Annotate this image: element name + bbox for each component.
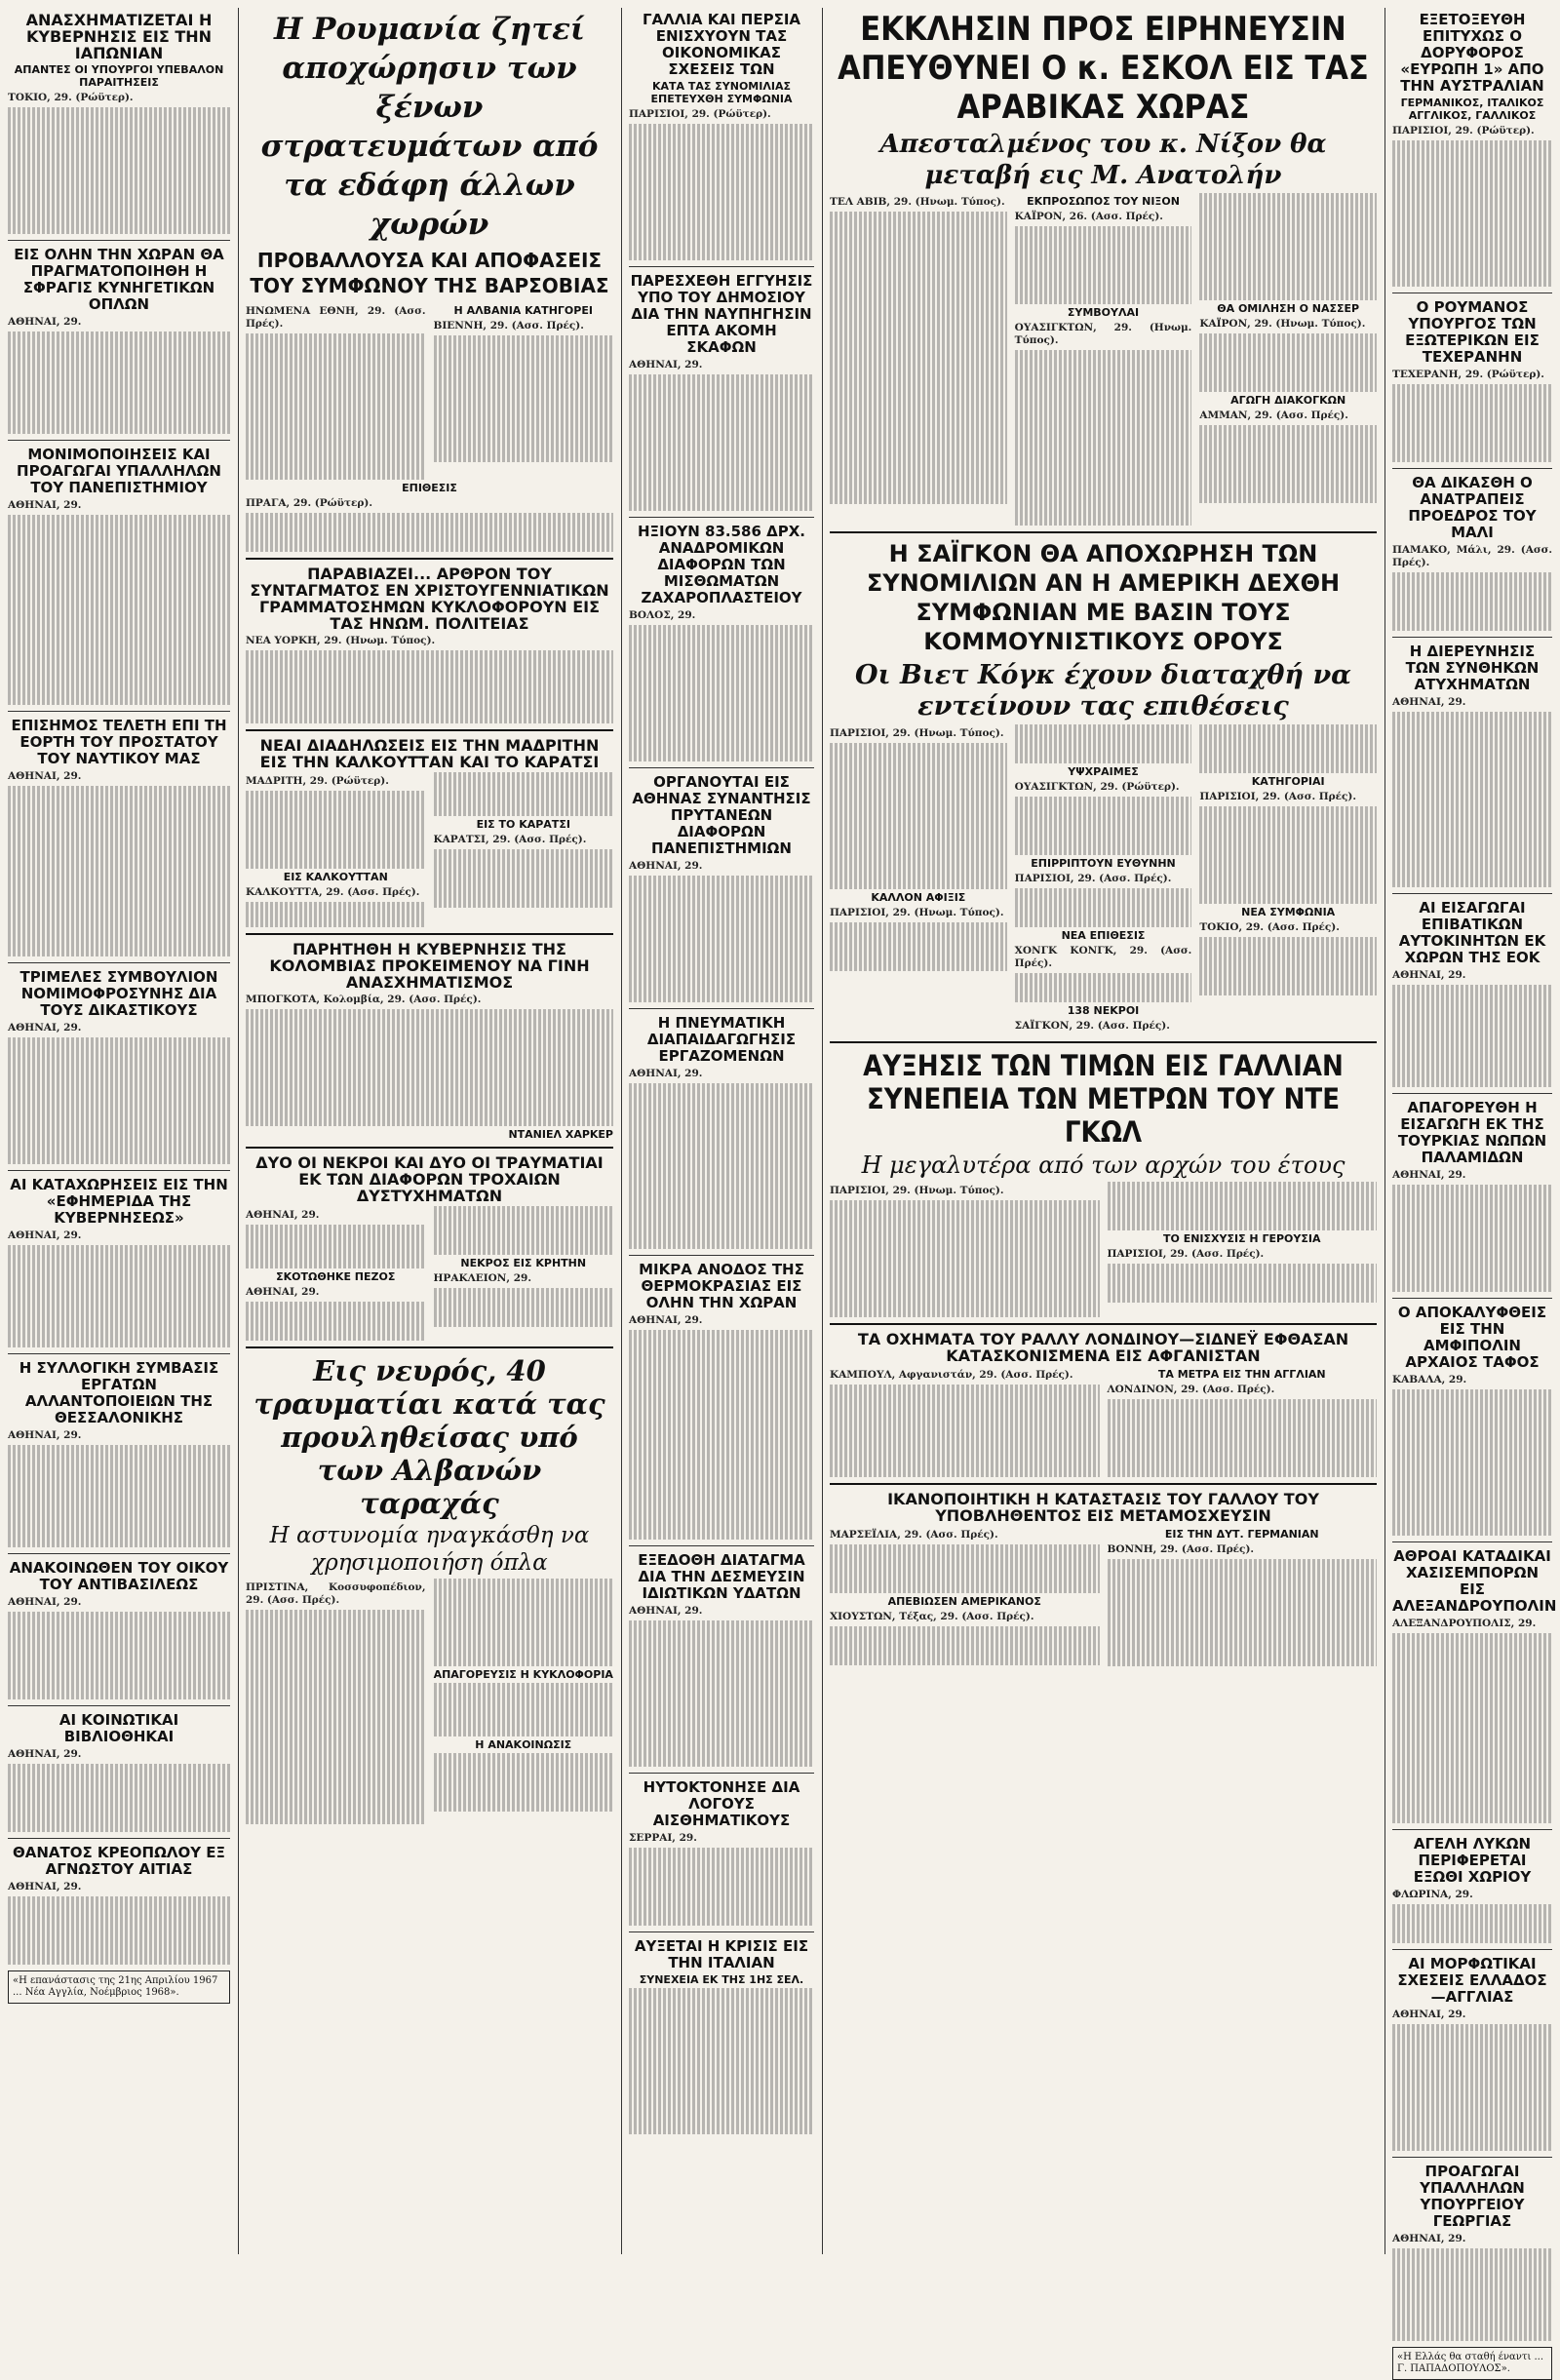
headline: ΑΓΕΛΗ ΛΥΚΩΝ ΠΕΡΙΦΕΡΕΤΑΙ ΕΞΩΘΙ ΧΩΡΙΟΥ	[1413, 1835, 1532, 1886]
article-dateline: ΦΛΩΡΙΝΑ, 29.	[1392, 1889, 1473, 1900]
article-dateline: ΟΥΑΣΙΓΚΤΩΝ, 29. (Ρώϋτερ).	[1014, 781, 1180, 793]
headline: ΠΑΡΗΤΗΘΗ Η ΚΥΒΕΡΝΗΣΙΣ ΤΗΣ ΚΟΛΟΜΒΙΑΣ ΠΡΟΚΕΙΜΕΝΟΥ ΝΑ ΓΙΝΗ ΑΝΑΣΧΗΜΑΤΙΣΜΟΣ	[269, 940, 590, 992]
article-body	[1199, 806, 1377, 904]
column-3	[629, 8, 814, 2134]
article-body	[1392, 2024, 1552, 2151]
article-body	[246, 791, 426, 869]
headline: ΑΥΞΗΣΙΣ ΤΩΝ ΤΙΜΩΝ ΕΙΣ ΓΑΛΛΙΑΝ ΣΥΝΕΠΕΙΑ ΤΩΝ ΜΕΤΡΩΝ ΤΟΥ ΝΤΕ ΓΚΩΛ	[863, 1049, 1344, 1149]
article-dateline: ΤΕΧΕΡΑΝΗ, 29. (Ρώϋτερ).	[1392, 369, 1544, 380]
article-body	[246, 333, 426, 480]
article-dateline: ΜΑΡΣΕΪΛΙΑ, 29. (Ασσ. Πρές).	[830, 1529, 998, 1541]
article-body	[8, 332, 230, 434]
lead-subheadline: ΠΡΟΒΑΛΛΟΥΣΑ ΚΑΙ ΑΠΟΦΑΣΕΙΣ ΤΟΥ ΣΥΜΦΩΝΟΥ ΤΗΣ ΒΑΡΣΟΒΙΑΣ	[250, 249, 609, 297]
article-body	[1015, 350, 1192, 526]
section-label: ΕΠΙΡΡΙΠΤΟΥΝ ΕΥΘΥΝΗΝ	[1031, 857, 1176, 870]
article-dateline: ΑΘΗΝΑΙ, 29.	[629, 359, 703, 371]
section-label: ΕΠΙΘΕΣΙΣ	[402, 482, 457, 494]
headline: ΑΙ ΕΙΣΑΓΩΓΑΙ ΕΠΙΒΑΤΙΚΩΝ ΑΥΤΟΚΙΝΗΤΩΝ ΕΚ ΧΩΡΩΝ ΤΗΣ ΕΟΚ	[1398, 899, 1546, 966]
section-label: ΑΠΑΓΟΡΕΥΣΙΣ Η ΚΥΚΛΟΦΟΡΙΑ	[433, 1668, 613, 1681]
article-body	[1392, 1633, 1552, 1823]
article-body	[1392, 2248, 1552, 2341]
article-body	[8, 1896, 230, 1965]
section-label: ΑΓΩΓΗ ΔΙΑΚΟΓΚΩΝ	[1230, 394, 1346, 407]
article-body	[830, 1544, 1100, 1593]
article-body	[1015, 226, 1192, 304]
headline: ΕΠΙΣΗΜΟΣ ΤΕΛΕΤΗ ΕΠΙ ΤΗ ΕΟΡΤΗ ΤΟΥ ΠΡΟΣΤΑΤΟΥ ΤΟΥ ΝΑΥΤΙΚΟΥ ΜΑΣ	[11, 717, 227, 767]
headline: ΕΞΕΤΟΞΕΥΘΗ ΕΠΙΤΥΧΩΣ Ο ΔΟΡΥΦΟΡΟΣ «ΕΥΡΩΠΗ 1» ΑΠΟ ΤΗΝ ΑΥΣΤΡΑΛΙΑΝ	[1400, 11, 1544, 95]
article-dateline: ΟΥΑΣΙΓΚΤΩΝ, 29. (Ηνωμ. Τύπος).	[1014, 322, 1192, 346]
article-body	[1015, 973, 1192, 1002]
article-dateline: ΤΟΚΙΟ, 29. (Ασσ. Πρές).	[1199, 921, 1340, 933]
headline: ΠΑΡΕΣΧΕΘΗ ΕΓΓΥΗΣΙΣ ΥΠΟ ΤΟΥ ΔΗΜΟΣΙΟΥ ΔΙΑ ΤΗΝ ΝΑΥΠΗΓΗΣΙΝ ΕΠΤΑ ΑΚΟΜΗ ΣΚΑΦΩΝ	[630, 272, 813, 356]
section-label: ΕΚΠΡΟΣΩΠΟΣ ΤΟΥ ΝΙΞΟΝ	[1027, 195, 1180, 208]
section-label: ΕΙΣ ΤΗΝ ΔΥΤ. ΓΕΡΜΑΝΙΑΝ	[1164, 1528, 1319, 1541]
article-body	[830, 1200, 1100, 1317]
article-body	[1015, 797, 1192, 855]
headline: ΑΝΑΣΧΗΜΑΤΙΖΕΤΑΙ Η ΚΥΒΕΡΝΗΣΙΣ ΕΙΣ ΤΗΝ ΙΑΠΩΝΙΑΝ	[25, 11, 213, 62]
article-body	[629, 1330, 814, 1540]
article-dateline: ΚΑΜΠΟΥΛ, Αφγανιστάν, 29. (Ασσ. Πρές).	[830, 1369, 1073, 1381]
article-dateline: ΑΘΗΝΑΙ, 29.	[246, 1209, 320, 1221]
headline: ΑΙ ΚΑΤΑΧΩΡΗΣΕΙΣ ΕΙΣ ΤΗΝ «ΕΦΗΜΕΡΙΔΑ ΤΗΣ ΚΥΒΕΡΝΗΣΕΩΣ»	[10, 1176, 228, 1227]
article-dateline: ΑΘΗΝΑΙ, 29.	[8, 316, 82, 328]
article-dateline: ΠΑΡΙΣΙΟΙ, 29. (Ηνωμ. Τύπος).	[830, 907, 1004, 918]
article-body	[830, 1385, 1100, 1477]
article-dateline: ΚΑΡΑΤΣΙ, 29. (Ασσ. Πρές).	[433, 834, 587, 845]
headline: Εις νευρός, 40 τραυματίαι κατά τας προυληθείσας υπό των Αλβανών ταραχάς	[254, 1354, 605, 1520]
article-dateline: ΑΘΗΝΑΙ, 29.	[8, 1881, 82, 1892]
article-dateline: ΠΑΡΙΣΙΟΙ, 29. (Ηνωμ. Τύπος).	[830, 727, 1004, 739]
article-dateline: ΑΘΗΝΑΙ, 29.	[8, 1022, 82, 1034]
article-body	[8, 1445, 230, 1547]
headline: ΤΡΙΜΕΛΕΣ ΣΥΜΒΟΥΛΙΟΝ ΝΟΜΙΜΟΦΡΟΣΥΝΗΣ ΔΙΑ ΤΟΥΣ ΔΙΚΑΣΤΙΚΟΥΣ	[20, 968, 218, 1019]
lead-headline: ΕΚΚΛΗΣΙΝ ΠΡΟΣ ΕΙΡΗΝΕΥΣΙΝ ΑΠΕΥΘΥΝΕΙ Ο κ. ΕΣΚΟΛ ΕΙΣ ΤΑΣ ΑΡΑΒΙΚΑΣ ΧΩΡΑΣ	[838, 10, 1369, 127]
section-label: ΕΙΣ ΚΑΛΚΟΥΤΤΑΝ	[283, 871, 388, 883]
section-label: ΣΚΟΤΩΘΗΚΕ ΠΕΖΟΣ	[276, 1270, 396, 1283]
article-body	[1108, 1559, 1378, 1666]
subheadline: ΣΥΝΕΧΕΙΑ ΕΚ ΤΗΣ 1ΗΣ ΣΕΛ.	[639, 1973, 804, 1986]
headline: ΑΙ ΜΟΡΦΩΤΙΚΑΙ ΣΧΕΣΕΙΣ ΕΛΛΑΔΟΣ—ΑΓΓΛΙΑΣ	[1397, 1955, 1547, 2006]
article-body	[1392, 572, 1552, 631]
article-dateline: ΣΑΪΓΚΟΝ, 29. (Ασσ. Πρές).	[1014, 1020, 1170, 1032]
article-body	[246, 902, 426, 927]
article-body	[246, 1610, 426, 1824]
byline: ΝΤΑΝΙΕΛ ΧΑΡΚΕΡ	[508, 1128, 613, 1141]
article-dateline: ΧΟΝΓΚ ΚΟΝΓΚ, 29. (Ασσ. Πρές).	[1014, 945, 1192, 969]
column-2	[246, 8, 613, 1824]
article-body	[434, 1206, 614, 1255]
article-body	[830, 922, 1007, 971]
article-dateline: ΚΑΒΑΛΑ, 29.	[1392, 1374, 1467, 1385]
article-dateline: ΠΑΡΙΣΙΟΙ, 29. (Ασσ. Πρές).	[1107, 1248, 1265, 1260]
article-body	[8, 1612, 230, 1699]
article-body	[246, 513, 613, 552]
column-1	[8, 8, 230, 2004]
article-body	[629, 1620, 814, 1767]
article-body	[434, 335, 614, 462]
section-label: Η ΑΝΑΚΟΙΝΩΣΙΣ	[475, 1738, 572, 1751]
article-dateline: ΛΟΝΔΙΝΟΝ, 29. (Ασσ. Πρές).	[1107, 1384, 1275, 1395]
headline: ΔΥΟ ΟΙ ΝΕΚΡΟΙ ΚΑΙ ΔΥΟ ΟΙ ΤΡΑΥΜΑΤΙΑΙ ΕΚ ΤΩΝ ΔΙΑΦΟΡΩΝ ΤΡΟΧΑΙΩΝ ΔΥΣΤΥΧΗΜΑΤΩΝ	[255, 1153, 604, 1205]
subheadline: ΑΠΑΝΤΕΣ ΟΙ ΥΠΟΥΡΓΟΙ ΥΠΕΒΑΛΟΝ ΠΑΡΑΙΤΗΣΕΙΣ	[14, 63, 224, 89]
article-dateline: ΑΘΗΝΑΙ, 29.	[8, 499, 82, 511]
lead-headline: Η Ρουμανία ζητεί αποχώρησιν των ξένων στρατευμάτων από τα εδάφη άλλων χωρών	[260, 12, 599, 242]
section-label: 138 ΝΕΚΡΟΙ	[1067, 1004, 1140, 1017]
article-body	[629, 124, 814, 260]
article-body	[1392, 384, 1552, 462]
section-label: ΝΕΑ ΕΠΙΘΕΣΙΣ	[1061, 929, 1146, 942]
article-body	[246, 1302, 426, 1341]
headline: ΘΑ ΔΙΚΑΣΘΗ Ο ΑΝΑΤΡΑΠΕΙΣ ΠΡΟΕΔΡΟΣ ΤΟΥ ΜΑΛΙ	[1408, 474, 1537, 541]
headline: Η ΣΑΪΓΚΟΝ ΘΑ ΑΠΟΧΩΡΗΣΗ ΤΩΝ ΣΥΝΟΜΙΛΙΩΝ ΑΝ Η ΑΜΕΡΙΚΗ ΔΕΧΘΗ ΣΥΜΦΩΝΙΑΝ ΜΕ ΒΑΣΙΝ ΤΟΥΣ ΚΟΜΜΟΥΝΙΣΤΙΚΟΥΣ ΟΡΟΥΣ	[866, 540, 1341, 655]
subheadline: ΓΕΡΜΑΝΙΚΟΣ, ΙΤΑΛΙΚΟΣ ΑΓΓΛΙΚΟΣ, ΓΑΛΛΙΚΟΣ	[1400, 97, 1544, 122]
headline: ΝΕΑΙ ΔΙΑΔΗΛΩΣΕΙΣ ΕΙΣ ΤΗΝ ΜΑΔΡΙΤΗΝ ΕΙΣ ΤΗΝ ΚΑΛΚΟΥΤΤΑΝ ΚΑΙ ΤΟ ΚΑΡΑΤΣΙ	[259, 736, 600, 771]
article-dateline: ΑΘΗΝΑΙ, 29.	[1392, 969, 1466, 981]
article-dateline: ΠΡΑΓΑ, 29. (Ρώϋτερ).	[246, 497, 372, 509]
section-label: ΣΥΜΒΟΥΛΑΙ	[1067, 306, 1140, 319]
headline: ΗΥΤΟΚΤΟΝΗΣΕ ΔΙΑ ΛΟΓΟΥΣ ΑΙΣΘΗΜΑΤΙΚΟΥΣ	[643, 1778, 800, 1829]
headline: ΑΥΞΕΤΑΙ Η ΚΡΙΣΙΣ ΕΙΣ ΤΗΝ ΙΤΑΛΙΑΝ	[634, 1937, 809, 1971]
article-body	[1392, 140, 1552, 287]
article-dateline: ΗΝΩΜΕΝΑ ΕΘΝΗ, 29. (Ασσ. Πρές).	[246, 305, 426, 330]
headline: ΑΙ ΚΟΙΝΩΤΙΚΑΙ ΒΙΒΛΙΟΘΗΚΑΙ	[58, 1711, 179, 1745]
article-dateline: ΠΑΜΑΚΟ, Μάλι, 29. (Ασσ. Πρές).	[1392, 544, 1552, 568]
article-body	[1392, 712, 1552, 887]
article-dateline: ΠΑΡΙΣΙΟΙ, 29. (Ρώϋτερ).	[1392, 125, 1535, 137]
article-body	[1108, 1399, 1378, 1477]
column-rule	[621, 8, 622, 2254]
column-rule	[822, 8, 823, 2254]
article-body	[8, 1764, 230, 1832]
headline: Η ΣΥΛΛΟΓΙΚΗ ΣΥΜΒΑΣΙΣ ΕΡΓΑΤΩΝ ΑΛΛΑΝΤΟΠΟΙΕΙΩΝ ΤΗΣ ΘΕΣΣΑΛΟΝΙΚΗΣ	[19, 1359, 219, 1426]
section-label: Η ΑΛΒΑΝΙΑ ΚΑΤΗΓΟΡΕΙ	[453, 304, 593, 317]
article-body	[434, 1753, 614, 1812]
article-dateline: ΚΑΪΡΟΝ, 29. (Ηνωμ. Τύπος).	[1199, 318, 1366, 330]
article-dateline: ΑΘΗΝΑΙ, 29.	[8, 1429, 82, 1441]
headline: ΠΑΡΑΒΙΑΖΕΙ... ΑΡΘΡΟΝ ΤΟΥ ΣΥΝΤΑΓΜΑΤΟΣ ΕΝ ΧΡΙΣΤΟΥΓΕΝΝΙΑΤΙΚΩΝ ΓΡΑΜΜΑΤΟΣΗΜΩΝ ΚΥΚΛΟΦΟΡΟΥΝ ΕΙΣ ΤΑΣ ΗΝΩΜ. ΠΟΛΙΤΕΙΑΣ	[250, 565, 609, 633]
article-body	[629, 1848, 814, 1926]
article-body	[830, 743, 1007, 889]
headline: ΙΚΑΝΟΠΟΙΗΤΙΚΗ Η ΚΑΤΑΣΤΑΣΙΣ ΤΟΥ ΓΑΛΛΟΥ ΤΟΥ ΥΠΟΒΛΗΘΕΝΤΟΣ ΕΙΣ ΜΕΤΑΜΟΣΧΕΥΣΙΝ	[887, 1490, 1319, 1525]
article-body	[629, 374, 814, 511]
article-body	[629, 1988, 814, 2134]
article-dateline: ΑΘΗΝΑΙ, 29.	[1392, 1169, 1466, 1181]
article-body	[434, 772, 614, 816]
headline: ΕΞΕΔΟΘΗ ΔΙΑΤΑΓΜΑ ΔΙΑ ΤΗΝ ΔΕΣΜΕΥΣΙΝ ΙΔΙΩΤΙΚΩΝ ΥΔΑΤΩΝ	[638, 1551, 805, 1602]
article-dateline: ΑΘΗΝΑΙ, 29.	[629, 1068, 703, 1079]
article-dateline: ΠΑΡΙΣΙΟΙ, 29. (Ασσ. Πρές).	[1199, 791, 1357, 802]
article-dateline: ΠΑΡΙΣΙΟΙ, 29. (Ασσ. Πρές).	[1014, 873, 1172, 884]
headline: ΜΟΝΙΜΟΠΟΙΗΣΕΙΣ ΚΑΙ ΠΡΟΑΓΩΓΑΙ ΥΠΑΛΛΗΛΩΝ ΤΟΥ ΠΑΝΕΠΙΣΤΗΜΙΟΥ	[17, 446, 221, 496]
article-body	[8, 1245, 230, 1347]
section-label: ΝΕΑ ΣΥΜΦΩΝΙΑ	[1241, 906, 1336, 918]
column-5	[1392, 8, 1557, 2380]
article-dateline: ΑΘΗΝΑΙ, 29.	[8, 770, 82, 782]
article-dateline: ΑΘΗΝΑΙ, 29.	[8, 1596, 82, 1608]
article-body	[629, 876, 814, 1002]
section-label: ΤΑ ΜΕΤΡΑ ΕΙΣ ΤΗΝ ΑΓΓΛΙΑΝ	[1157, 1368, 1326, 1381]
article-body	[1392, 1389, 1552, 1536]
article-body	[1199, 333, 1377, 392]
section-label: ΤΟ ΕΝΙΣΧΥΣΙΣ Η ΓΕΡΟΥΣΙΑ	[1163, 1232, 1321, 1245]
article-body	[246, 1009, 613, 1126]
article-body	[246, 1225, 426, 1268]
article-dateline: ΑΘΗΝΑΙ, 29.	[8, 1748, 82, 1760]
article-dateline: ΑΘΗΝΑΙ, 29.	[629, 1605, 703, 1617]
headline: ΕΙΣ ΟΛΗΝ ΤΗΝ ΧΩΡΑΝ ΘΑ ΠΡΑΓΜΑΤΟΠΟΙΗΘΗ Η ΣΦΡΑΓΙΣ ΚΥΝΗΓΕΤΙΚΩΝ ΟΠΛΩΝ	[14, 246, 224, 313]
column-rule	[1384, 8, 1385, 2254]
article-dateline: ΤΕΛ ΑΒΙΒ, 29. (Ηνωμ. Τύπος).	[830, 196, 1005, 208]
headline: ΜΙΚΡΑ ΑΝΟΔΟΣ ΤΗΣ ΘΕΡΜΟΚΡΑΣΙΑΣ ΕΙΣ ΟΛΗΝ ΤΗΝ ΧΩΡΑΝ	[639, 1261, 804, 1311]
article-dateline: ΑΘΗΝΑΙ, 29.	[629, 860, 703, 872]
article-body	[1392, 1185, 1552, 1292]
headline: Η ΔΙΕΡΕΥΝΗΣΙΣ ΤΩΝ ΣΥΝΘΗΚΩΝ ΑΤΥΧΗΜΑΤΩΝ	[1405, 643, 1540, 693]
article-body	[8, 107, 230, 234]
article-dateline: ΧΙΟΥΣΤΩΝ, Τέξας, 29. (Ασσ. Πρές).	[830, 1611, 1034, 1622]
article-body	[1199, 937, 1377, 995]
section-label: ΚΑΤΗΓΟΡΙΑΙ	[1251, 775, 1325, 788]
section-label: ΚΑΛΛΟΝ ΑΦΙΞΙΣ	[871, 891, 966, 904]
article-dateline: ΚΑΛΚΟΥΤΤΑ, 29. (Ασσ. Πρές).	[246, 886, 420, 898]
article-dateline: ΑΘΗΝΑΙ, 29.	[8, 1229, 82, 1241]
article-body	[1199, 425, 1377, 503]
article-dateline: ΚΑΪΡΟΝ, 26. (Ασσ. Πρές).	[1014, 211, 1163, 222]
headline: ΠΡΟΑΓΩΓΑΙ ΥΠΑΛΛΗΛΩΝ ΥΠΟΥΡΓΕΙΟΥ ΓΕΩΡΓΙΑΣ	[1420, 2163, 1525, 2230]
section-label: ΘΑ ΟΜΙΛΗΣΗ Ο ΝΑΣΣΕΡ	[1217, 302, 1360, 315]
article-dateline: ΑΛΕΞΑΝΔΡΟΥΠΟΛΙΣ, 29.	[1392, 1618, 1537, 1629]
article-body	[1392, 1904, 1552, 1943]
headline: Ο ΑΠΟΚΑΛΥΦΘΕΙΣ ΕΙΣ ΤΗΝ ΑΜΦΙΠΟΛΙΝ ΑΡΧΑΙΟΣ ΤΑΦΟΣ	[1397, 1304, 1547, 1371]
section-label: ΑΠΕΒΙΩΣΕΝ ΑΜΕΡΙΚΑΝΟΣ	[887, 1595, 1041, 1608]
headline: ΗΞΙΟΥΝ 83.586 ΔΡΧ. ΑΝΑΔΡΟΜΙΚΩΝ ΔΙΑΦΟΡΩΝ ΤΩΝ ΜΙΣΘΩΜΑΤΩΝ ΖΑΧΑΡΟΠΛΑΣΤΕΙΟΥ	[638, 523, 805, 606]
subheadline: ΚΑΤΑ ΤΑΣ ΣΥΝΟΜΙΛΙΑΣ ΕΠΕΤΕΥΧΘΗ ΣΥΜΦΩΝΙΑ	[650, 80, 793, 105]
article-dateline: ΤΟΚΙΟ, 29. (Ρώϋτερ).	[8, 92, 134, 103]
article-body	[8, 515, 230, 705]
subheadline: Η μεγαλυτέρα από των αρχών του έτους	[861, 1151, 1346, 1179]
article-dateline: ΑΘΗΝΑΙ, 29.	[1392, 696, 1466, 708]
article-dateline: ΑΘΗΝΑΙ, 29.	[1392, 2009, 1466, 2020]
article-dateline: ΗΡΑΚΛΕΙΟΝ, 29.	[433, 1272, 531, 1284]
article-body	[830, 1626, 1100, 1665]
article-body	[629, 1083, 814, 1249]
article-dateline: ΒΟΝΝΗ, 29. (Ασσ. Πρές).	[1107, 1543, 1255, 1555]
article-dateline: ΜΑΔΡΙΤΗ, 29. (Ρώϋτερ).	[246, 775, 389, 787]
quote-box: «Η επανάστασις της 21ης Απριλίου 1967 ... Νέα Αγγλία, Νοέμβριος 1968».	[8, 1970, 230, 2004]
article-body	[434, 1579, 614, 1666]
headline: ΤΑ ΟΧΗΜΑΤΑ ΤΟΥ ΡΑΛΛΥ ΛΟΝΔΙΝΟΥ—ΣΙΔΝΕΫ ΕΦΘΑΣΑΝ ΚΑΤΑΣΚΟΝΙΣΜΕΝΑ ΕΙΣ ΑΦΓΑΝΙΣΤΑΝ	[857, 1330, 1349, 1365]
section-label: ΥΨΧΡΑΙΜΕΣ	[1068, 765, 1139, 778]
article-dateline: ΑΘΗΝΑΙ, 29.	[246, 1286, 320, 1298]
lead-subheadline: Απεσταλμένος του κ. Νίξον θα μεταβή εις Μ. Ανατολήν	[879, 130, 1327, 190]
section-label: ΕΙΣ ΤΟ ΚΑΡΑΤΣΙ	[476, 818, 570, 831]
article-body	[246, 650, 613, 723]
subheadline: Η αστυνομία ηναγκάσθη να χρησιμοποιήση όπλα	[269, 1523, 590, 1576]
subheadline: Οι Βιετ Κόγκ έχουν διαταχθή να εντείνουν τας επιθέσεις	[855, 660, 1351, 722]
column-4	[830, 8, 1377, 1666]
article-body	[629, 625, 814, 761]
quote-box: «Η Ελλάς θα σταθή έναντι ... Γ. ΠΑΠΑΔΟΠΟΥΛΟΣ».	[1392, 2347, 1552, 2380]
article-body	[1199, 193, 1377, 300]
article-dateline: ΜΠΟΓΚΟΤΑ, Κολομβία, 29. (Ασσ. Πρές).	[246, 994, 482, 1005]
article-dateline: ΑΜΜΑΝ, 29. (Ασσ. Πρές).	[1199, 410, 1348, 421]
headline: Ο ΡΟΥΜΑΝΟΣ ΥΠΟΥΡΓΟΣ ΤΩΝ ΕΞΩΤΕΡΙΚΩΝ ΕΙΣ ΤΕΧΕΡΑΝΗΝ	[1405, 298, 1540, 366]
article-body	[434, 849, 614, 908]
column-rule	[238, 8, 239, 2254]
section-label: ΝΕΚΡΟΣ ΕΙΣ ΚΡΗΤΗΝ	[460, 1257, 587, 1269]
headline: Η ΠΝΕΥΜΑΤΙΚΗ ΔΙΑΠΑΙΔΑΓΩΓΗΣΙΣ ΕΡΓΑΖΟΜΕΝΩΝ	[646, 1014, 797, 1065]
article-body	[1015, 888, 1192, 927]
article-body	[1108, 1264, 1378, 1303]
article-body	[1199, 724, 1377, 773]
headline: ΟΡΓΑΝΟΥΤΑΙ ΕΙΣ ΑΘΗΝΑΣ ΣΥΝΑΝΤΗΣΙΣ ΠΡΥΤΑΝΕΩΝ ΔΙΑΦΟΡΩΝ ΠΑΝΕΠΙΣΤΗΜΙΩΝ	[632, 773, 811, 857]
article-body	[434, 1683, 614, 1736]
article-body	[1392, 985, 1552, 1087]
article-dateline: ΠΑΡΙΣΙΟΙ, 29. (Ρώϋτερ).	[629, 108, 771, 120]
article-body	[1015, 724, 1192, 763]
article-body	[8, 786, 230, 956]
headline: ΓΑΛΛΙΑ ΚΑΙ ΠΕΡΣΙΑ ΕΝΙΣΧΥΟΥΝ ΤΑΣ ΟΙΚΟΝΟΜΙΚΑΣ ΣΧΕΣΕΙΣ ΤΩΝ	[642, 11, 801, 78]
article-dateline: ΠΡΙΣΤΙΝΑ, Κοσσυφοπέδιον, 29. (Ασσ. Πρές).	[246, 1581, 426, 1606]
article-dateline: ΒΟΛΟΣ, 29.	[629, 609, 696, 621]
article-body	[830, 212, 1007, 504]
article-body	[434, 1288, 614, 1327]
article-dateline: ΑΘΗΝΑΙ, 29.	[629, 1314, 703, 1326]
article-body	[8, 1037, 230, 1164]
headline: ΑΝΑΚΟΙΝΩΘΕΝ ΤΟΥ ΟΙΚΟΥ ΤΟΥ ΑΝΤΙΒΑΣΙΛΕΩΣ	[9, 1559, 229, 1593]
headline: ΘΑΝΑΤΟΣ ΚΡΕΟΠΩΛΟΥ ΕΞ ΑΓΝΩΣΤΟΥ ΑΙΤΙΑΣ	[12, 1844, 226, 1878]
article-body	[1108, 1182, 1378, 1230]
article-dateline: ΝΕΑ ΥΟΡΚΗ, 29. (Ηνωμ. Τύπος).	[246, 635, 436, 646]
article-dateline: ΒΙΕΝΝΗ, 29. (Ασσ. Πρές).	[433, 320, 584, 332]
article-dateline: ΣΕΡΡΑΙ, 29.	[629, 1832, 697, 1844]
article-dateline: ΠΑΡΙΣΙΟΙ, 29. (Ηνωμ. Τύπος).	[830, 1185, 1004, 1196]
article-dateline: ΑΘΗΝΑΙ, 29.	[1392, 2233, 1466, 2244]
headline: ΑΠΑΓΟΡΕΥΘΗ Η ΕΙΣΑΓΩΓΗ ΕΚ ΤΗΣ ΤΟΥΡΚΙΑΣ ΝΩΠΩΝ ΠΑΛΑΜΙΔΩΝ	[1397, 1099, 1547, 1166]
headline: ΑΘΡΟΑΙ ΚΑΤΑΔΙΚΑΙ ΧΑΣΙΣΕΜΠΟΡΩΝ ΕΙΣ ΑΛΕΞΑΝΔΡΟΥΠΟΛΙΝ	[1392, 1547, 1557, 1615]
